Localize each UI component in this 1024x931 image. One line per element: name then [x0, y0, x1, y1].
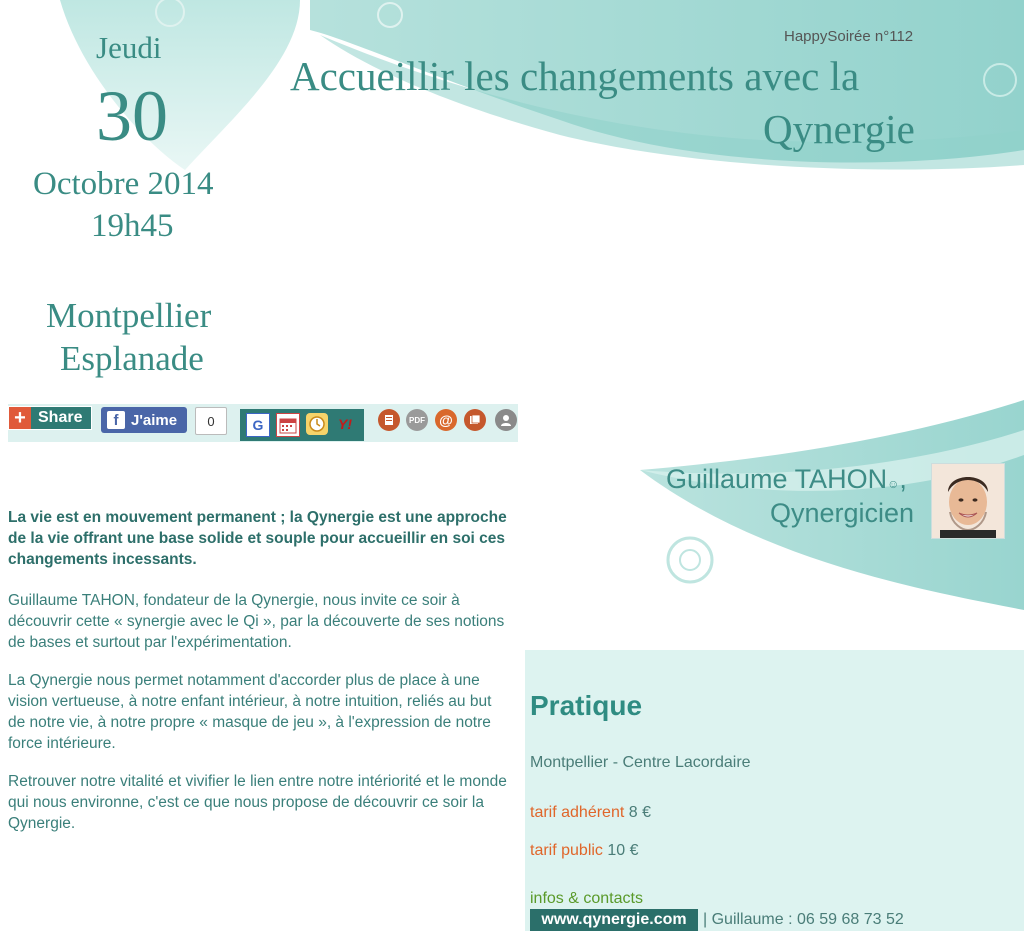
event-district: Esplanade	[60, 339, 204, 378]
price-member	[530, 804, 651, 822]
like-count: 0	[195, 407, 227, 435]
infos-contacts-label: infos & contacts	[530, 890, 643, 907]
price-public	[530, 842, 639, 860]
smiley-icon: ☺	[887, 477, 900, 491]
body-paragraph: Retrouver notre vitalité et vivifier le lien entre notre intériorité et le monde qui nous environne, c'est ce que nous propose de découvrir ce soir la Qynergie.	[8, 773, 507, 832]
share-button[interactable]	[8, 406, 92, 430]
practical-title: Pratique	[530, 690, 643, 721]
body-paragraph: Guillaume TAHON, fondateur de la Qynergie, nous invite ce soir à découvrir cette « synergie avec le Qi », par la découverte de ses notions de bases et surtout par l'expérimentation.	[8, 592, 505, 651]
event-city: Montpellier	[46, 296, 212, 335]
event-time: 19h45	[91, 208, 174, 244]
website-link[interactable]: www.qynergie.com	[530, 909, 698, 931]
share-button-label: Share	[38, 409, 83, 426]
body-paragraph: La Qynergie nous permet notamment d'accorder plus de place à une vision vertueuse, à notre enfant intérieur, à notre intuition, reliés au but de notre vie, à notre propre « masque de jeu », à l'expression de notre force intérieure.	[8, 672, 492, 752]
issue-number: HappySoirée n°112	[784, 28, 914, 45]
page-title-line-2: Qynergie	[763, 106, 915, 152]
event-month-year: Octobre 2014	[33, 166, 214, 202]
speaker-avatar	[931, 463, 1005, 539]
speaker-name-text[interactable]: Guillaume TAHON	[666, 464, 888, 494]
intro-paragraph: La vie est en mouvement permanent ; la Qynergie est une approche de la vie offrant une base solide et souple pour accueillir en soi ces changements incessants.	[8, 509, 507, 568]
page-title-line-1: Accueillir les changements avec la	[290, 53, 860, 99]
speaker-name-suffix: ,	[899, 464, 907, 494]
outlook-icon[interactable]	[306, 413, 328, 435]
event-day-name: Jeudi	[96, 30, 162, 65]
like-button-label: J'aime	[131, 411, 178, 429]
user-icon[interactable]	[495, 409, 517, 431]
price-public-label: tarif public	[530, 842, 603, 859]
facebook-icon: f	[107, 411, 125, 429]
facebook-like-button[interactable]	[101, 407, 187, 433]
price-member-value: 8 €	[628, 804, 651, 821]
print-icon[interactable]	[378, 409, 400, 431]
plus-icon: +	[9, 407, 31, 429]
contact-phone: | Guillaume : 06 59 68 73 52	[703, 911, 904, 928]
pdf-icon[interactable]: PDF	[406, 409, 428, 431]
price-member-label: tarif adhérent	[530, 804, 625, 821]
price-public-value: 10 €	[607, 842, 639, 859]
google-calendar-icon[interactable]: G	[246, 413, 270, 437]
speaker-name	[666, 464, 907, 495]
event-day-number: 30	[96, 76, 168, 156]
email-icon[interactable]: @	[435, 409, 457, 431]
bookmark-icon[interactable]	[464, 409, 486, 431]
speaker-role: Qynergicien	[770, 498, 915, 528]
calendar-icon[interactable]	[276, 413, 300, 437]
venue: Montpellier - Centre Lacordaire	[530, 754, 751, 771]
yahoo-icon[interactable]: Y!	[338, 416, 352, 432]
